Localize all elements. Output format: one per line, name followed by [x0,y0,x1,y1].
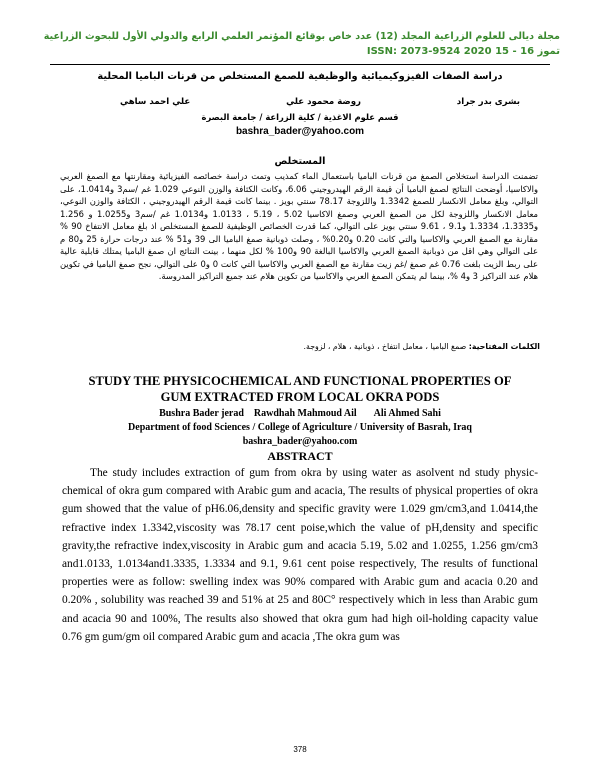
header-divider [50,64,550,65]
english-abstract-text: The study includes extraction of gum from okra by using water as asolvent nd study physic-chemical of okra gum compared with Arabic gum and acacia, The results of physical properties of okra gum showed that the value of pH6.06,density and specific gravity were 1.029 gm/cm3,and 1.0414,the refractive index 1.3342,viscosity was 78.17 cent poise,which the value of pH,density and specific gravity,the refractive index,viscosity in Arabic gum and acacia 5.19, 5.02 and 1.0255, 1.256 gm/cm3 and1.0133, 1.0134and1.3335, 1.3334 and 9.1, 9.61 cent poise respectively, The results of functional properties were as follow: swelling index was 90% compared with Arabic gum and acacia 0.20 and 0.20% , solubility was reached 39 and 51% at 25 and 80C° respectively which in less than Arabic gum and acacia 90 and 100%, The results also showed that okra gum had high oil-holding capacity value 0.76 gm gum/gm oil compared Arabic gum and acacia ,The okra gum was [62,467,538,643]
arabic-keywords-label: الكلمات المفتاحية: [468,342,540,351]
english-title-line-2: GUM EXTRACTED FROM LOCAL OKRA PODS [160,390,440,404]
arabic-email: bashra_bader@yahoo.com [235,126,365,137]
arabic-title: دراسة الصفات الفيزوكيميائية والوظيفية للصمغ المستخلص من قرنات الباميا المحلية [97,71,503,82]
arabic-author-3: علي احمد ساهي [120,97,191,107]
english-abstract [62,464,538,736]
arabic-abstract-text: تضمنت الدراسة استخلاص الصمغ من قرنات الباميا باستعمال الماء كمذيب وتمت دراسة خصائصه الفيزيائية ومقارنتها مع الصمغ العربي والاكاسيا، أوضحت النتائج لصمغ الباميا أن قيمة الرقم الهيدروجيني 6.06، وكانت الكثافة والوزن النوعي 1.029 غم /سم3 و1.0414، على التوالي، وبلغ معامل الانكسار للصمغ 1.3342 واللزوجة 78.17 سنتي بويز . بينما كانت قيمة الرقم الهيدروجيني ، الكثافة والوزن النوعي، معامل الانكسار واللزوجة لكل من الصمغ العربي وصمغ الاكاسيا 5.02 ، 5.19 ، 1.0133 و1.0134 غم /سم3 و1.0255 و 1.256 و1.3335، 1.3334 و9.1 ، 9.61 سنتي بويز على التوالي، كما قدرت الخصائص الوظيفية للصمغ المستخلص اذ بلغ معامل الانتفاخ 90 % مقارنة مع الصمغ العربي والاكاسيا والتي كانت 0.20 و0.20% ، وصلت ذوبانية صمغ الباميا الى 39 و51 % عند درجات حرارة 25 و80 م على التوالي وهي اقل من ذوبانية الصمغ العربي والاكاسيا البالغة 90 و100 % لكل منهما ، بينت النتائج ان صمغ الباميا يمتلك قابلية عالية على ربط الزيت بلغت 0.76 غم صمغ /غم زيت مقارنة مع الصمغ العربي والاكاسيا التي كانت 0 و0 على التوالي، نجح صمغ الباميا في تكوين هلام عند التراكيز 3 و4 %، بينما لم يتمكن الصمغ العربي والاكاسيا من تكوين هلام عند جميع التراكيز المدروسة. [60,171,538,281]
english-title [40,373,560,405]
arabic-authors [120,97,520,107]
english-title-line-1: STUDY THE PHYSICOCHEMICAL AND FUNCTIONAL PROPERTIES OF [88,374,512,388]
arabic-keywords [60,342,540,351]
arabic-department: قسم علوم الاغذية / كلية الزراعة / جامعة البصرة [201,112,399,122]
arabic-author-2: روضة محمود علي [286,97,361,107]
english-email: bashra_bader@yahoo.com [242,436,358,447]
english-abstract-heading: ABSTRACT [267,449,333,463]
page-number: 378 [293,745,307,754]
arabic-author-1: بشرى بدر جراد [456,97,520,107]
arabic-keywords-text: صمغ الباميا ، معامل انتفاخ ، ذوبانية ، هلام ، لزوجة. [303,342,467,351]
journal-header [40,30,560,59]
journal-issn-line: ISSN: 2073-9524 2020 تموز 16 - 15 [366,46,560,57]
english-authors: Bushra Bader jerad Rawdhah Mahmoud Ail Ali Ahmed Sahi [159,408,441,419]
english-department: Department of food Sciences / College of Agriculture / University of Basrah, Iraq [128,422,472,433]
journal-title-line: مجلة ديالى للعلوم الزراعية المجلد (12) عدد خاص بوقائع المؤتمر العلمي الرابع والدولي الأول للبحوث الزراعية [43,31,560,42]
arabic-abstract-heading: المستخلص [274,156,326,167]
arabic-abstract [60,170,538,342]
